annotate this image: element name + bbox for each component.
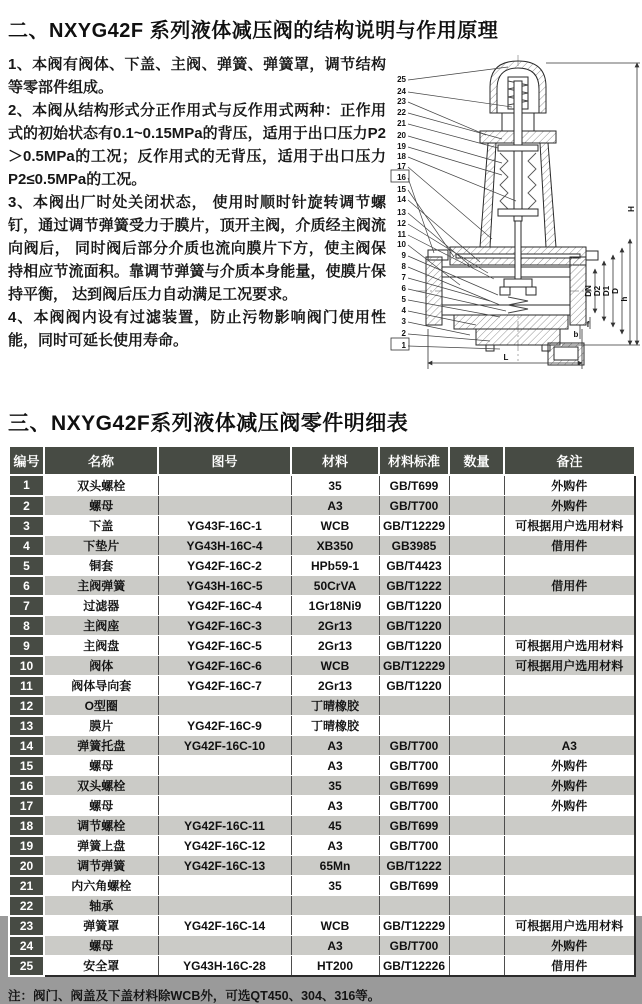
drawing-number-cell [158,696,291,716]
part-number-cell: 23 [9,916,44,936]
quantity-cell [449,696,504,716]
valve-geometry [426,61,598,365]
part-name-cell: 弹簧托盘 [44,736,158,756]
diagram-callout: 24 [397,87,406,96]
drawing-number-cell [158,776,291,796]
quantity-cell [449,736,504,756]
part-name-cell: 主阀盘 [44,636,158,656]
diagram-callout: 11 [397,230,406,239]
part-name-cell: 安全罩 [44,956,158,977]
remark-cell [504,676,635,696]
drawing-number-cell [158,876,291,896]
table-row [9,696,635,716]
diagram-callout: 17 [397,162,406,171]
drawing-number-cell: YG42F-16C-6 [158,656,291,676]
paragraph-1: 1、本阀有阀体、下盖、主阀、弹簧、弹簧罩，调节结构等零部件组成。 [8,56,386,96]
material-cell: 2Gr13 [291,676,379,696]
part-name-cell: O型圈 [44,696,158,716]
material-standard-cell: GB/T1220 [379,596,449,616]
part-name-cell: 下盖 [44,516,158,536]
remark-cell: 外购件 [504,756,635,776]
material-cell: 65Mn [291,856,379,876]
paragraph-3: 3、本阀出厂时处关闭状态， 使用时顺时针旋转调节螺钉，通过调节弹簧受力于膜片，顶开主阀，介质经主阀流向阀后， 同时阀后部分介质也流向膜片下方，使主阀保持相应节流面积。靠调节弹簧与介质本身能量，使膜片保持平衡， 达到阀后压力自动满足工况要求。 [8,194,386,303]
drawing-number-cell: YG43H-16C-5 [158,576,291,596]
table-row [9,475,635,496]
quantity-cell [449,936,504,956]
material-cell: A3 [291,796,379,816]
diagram-callout: 10 [397,240,406,249]
dimension-label: b [573,330,579,339]
material-cell: 35 [291,776,379,796]
diagram-callout: 9 [401,251,406,260]
drawing-number-cell: YG42F-16C-4 [158,596,291,616]
part-name-cell: 轴承 [44,896,158,916]
drawing-number-cell: YG42F-16C-3 [158,616,291,636]
part-number-cell: 17 [9,796,44,816]
quantity-cell [449,536,504,556]
quantity-cell [449,816,504,836]
part-name-cell: 弹簧罩 [44,916,158,936]
drawing-number-cell [158,475,291,496]
table-row [9,676,635,696]
quantity-cell [449,856,504,876]
remark-cell: 可根据用户选用材料 [504,516,635,536]
material-cell: HPb59-1 [291,556,379,576]
callout-leader-line [408,113,502,139]
diagram-callout: 2 [401,329,406,338]
material-standard-cell: GB/T700 [379,936,449,956]
drawing-number-cell: YG42F-16C-2 [158,556,291,576]
remark-cell [504,816,635,836]
table-row [9,516,635,536]
table-row [9,776,635,796]
section3-title: 三、NXYG42F系列液体减压阀零件明细表 [8,412,409,435]
part-number-cell: 13 [9,716,44,736]
remark-cell: A3 [504,736,635,756]
material-cell: 2Gr13 [291,636,379,656]
material-cell: 35 [291,876,379,896]
drawing-number-cell [158,496,291,516]
part-name-cell: 铜套 [44,556,158,576]
part-number-cell: 14 [9,736,44,756]
part-number-cell: 11 [9,676,44,696]
remark-cell: 借用件 [504,536,635,556]
diagram-callout: 6 [401,284,406,293]
material-standard-cell: GB/T700 [379,836,449,856]
part-number-cell: 6 [9,576,44,596]
column-header: 材料标准 [379,446,449,475]
part-number-cell: 4 [9,536,44,556]
quantity-cell [449,475,504,496]
table-row [9,656,635,676]
part-number-cell: 1 [9,475,44,496]
diagram-callout: 13 [397,208,406,217]
material-standard-cell: GB/T12229 [379,656,449,676]
material-standard-cell: GB/T1222 [379,856,449,876]
material-cell: WCB [291,656,379,676]
diagram-callout: 20 [397,131,406,140]
diagram-callout: 8 [401,262,406,271]
part-name-cell: 螺母 [44,756,158,776]
table-row [9,816,635,836]
quantity-cell [449,776,504,796]
table-row [9,556,635,576]
remark-cell [504,716,635,736]
material-cell: 35 [291,475,379,496]
material-standard-cell: GB/T1220 [379,636,449,656]
table-row [9,876,635,896]
valve-cross-section-drawing [390,51,642,397]
material-cell: 45 [291,816,379,836]
part-name-cell: 螺母 [44,496,158,516]
table-row [9,576,635,596]
content-row [0,51,642,397]
part-number-cell: 25 [9,956,44,977]
material-cell: WCB [291,516,379,536]
drawing-number-cell: YG42F-16C-14 [158,916,291,936]
quantity-cell [449,616,504,636]
table-row [9,896,635,916]
material-standard-cell: GB/T700 [379,496,449,516]
quantity-cell [449,496,504,516]
part-name-cell: 阀体导向套 [44,676,158,696]
drawing-number-cell: YG42F-16C-13 [158,856,291,876]
description-text [0,51,390,352]
diagram-callout: 4 [401,306,406,315]
quantity-cell [449,716,504,736]
dimension-label: D2 [593,285,602,297]
callout-leader-line [408,167,492,239]
table-row [9,596,635,616]
part-number-cell: 10 [9,656,44,676]
material-standard-cell: GB/T12229 [379,916,449,936]
quantity-cell [449,516,504,536]
part-number-cell: 19 [9,836,44,856]
material-cell [291,896,379,916]
table-row [9,856,635,876]
material-cell: A3 [291,936,379,956]
footnote: 注：阀门、阀盖及下盖材料除WCB外，可选QT450、304、316等。 [8,989,381,1003]
material-standard-cell: GB/T12229 [379,516,449,536]
material-standard-cell [379,696,449,716]
part-name-cell: 弹簧上盘 [44,836,158,856]
remark-cell: 借用件 [504,576,635,596]
material-cell: HT200 [291,956,379,977]
quantity-cell [449,596,504,616]
remark-cell: 外购件 [504,496,635,516]
part-number-cell: 18 [9,816,44,836]
material-cell: A3 [291,756,379,776]
material-cell: 丁晴橡胶 [291,696,379,716]
part-number-cell: 21 [9,876,44,896]
table-row [9,756,635,776]
column-header: 数量 [449,446,504,475]
diagram-callout: 12 [397,219,406,228]
quantity-cell [449,796,504,816]
drawing-number-cell: YG43F-16C-1 [158,516,291,536]
part-number-cell: 9 [9,636,44,656]
diagram-callout: 18 [397,152,406,161]
part-name-cell: 主阀弹簧 [44,576,158,596]
part-name-cell: 调节螺栓 [44,816,158,836]
drawing-number-cell: YG42F-16C-5 [158,636,291,656]
column-header: 图号 [158,446,291,475]
quantity-cell [449,836,504,856]
table-row [9,716,635,736]
material-cell: 丁晴橡胶 [291,716,379,736]
part-number-cell: 3 [9,516,44,536]
table-row [9,496,635,516]
material-standard-cell [379,896,449,916]
drawing-number-cell [158,796,291,816]
material-standard-cell [379,716,449,736]
remark-cell [504,896,635,916]
remark-cell: 借用件 [504,956,635,977]
quantity-cell [449,656,504,676]
diagram-callout: 19 [397,142,406,151]
remark-cell: 可根据用户选用材料 [504,916,635,936]
quantity-cell [449,956,504,977]
remark-cell: 外购件 [504,776,635,796]
drawing-number-cell: YG42F-16C-9 [158,716,291,736]
part-number-cell: 7 [9,596,44,616]
remark-cell: 外购件 [504,936,635,956]
diagram-callout: 22 [397,108,406,117]
part-name-cell: 主阀座 [44,616,158,636]
part-name-cell: 调节弹簧 [44,856,158,876]
material-standard-cell: GB/T1222 [379,576,449,596]
material-cell: A3 [291,836,379,856]
part-number-cell: 8 [9,616,44,636]
table-row [9,936,635,956]
drawing-number-cell: YG42F-16C-11 [158,816,291,836]
remark-cell: 外购件 [504,475,635,496]
table-row [9,916,635,936]
column-header: 材料 [291,446,379,475]
dimension-label: h [620,296,629,302]
remark-cell [504,616,635,636]
dimension-label: D [611,288,620,294]
column-header: 名称 [44,446,158,475]
callout-leader-line [408,102,486,135]
diagram-callout: 16 [397,173,406,182]
drawing-number-cell: YG43H-16C-4 [158,536,291,556]
remark-cell [504,696,635,716]
material-cell: A3 [291,496,379,516]
remark-cell: 可根据用户选用材料 [504,656,635,676]
material-standard-cell: GB/T700 [379,756,449,776]
material-standard-cell: GB/T700 [379,796,449,816]
material-cell: 1Gr18Ni9 [291,596,379,616]
part-name-cell: 下垫片 [44,536,158,556]
dimension-label: f [586,320,590,329]
remark-cell: 外购件 [504,796,635,816]
valve-diagram [390,51,642,397]
table-row [9,616,635,636]
dimension-label: D1 [602,285,611,297]
part-number-cell: 24 [9,936,44,956]
parts-table-body [9,475,635,976]
diagram-callout: 23 [397,97,406,106]
remark-cell: 可根据用户选用材料 [504,636,635,656]
quantity-cell [449,636,504,656]
part-name-cell: 膜片 [44,716,158,736]
quantity-cell [449,896,504,916]
quantity-cell [449,756,504,776]
table-row [9,956,635,977]
material-cell: WCB [291,916,379,936]
material-standard-cell: GB3985 [379,536,449,556]
part-name-cell: 螺母 [44,936,158,956]
table-row [9,836,635,856]
part-name-cell: 双头螺栓 [44,475,158,496]
remark-cell [504,856,635,876]
callout-leader-line [408,157,516,201]
drawing-number-cell [158,756,291,776]
part-number-cell: 12 [9,696,44,716]
material-standard-cell: GB/T1220 [379,676,449,696]
quantity-cell [449,876,504,896]
remark-cell [504,596,635,616]
part-name-cell: 过滤器 [44,596,158,616]
material-standard-cell: GB/T699 [379,816,449,836]
remark-cell [504,836,635,856]
material-standard-cell: GB/T1220 [379,616,449,636]
quantity-cell [449,676,504,696]
material-cell: A3 [291,736,379,756]
dimension-label: H [627,206,636,212]
table-header-row [9,446,635,475]
diagram-callout: 21 [397,119,406,128]
part-number-cell: 2 [9,496,44,516]
paragraph-2: 2、本阀从结构形式分正作用式与反作用式两种：正作用式的初始状态有0.1~0.15MPa的背压，适用于出口压力P2＞0.5MPa的工况；反作用式的无背压，适用于出口压力P2≤0.5MPa的工况。 [8,102,386,188]
diagram-callout: 14 [397,195,406,204]
part-name-cell: 阀体 [44,656,158,676]
material-cell: XB350 [291,536,379,556]
diagram-callout: 3 [401,317,406,326]
dimension-label: DN [584,285,593,297]
part-name-cell: 内六角螺栓 [44,876,158,896]
drawing-number-cell [158,896,291,916]
diagram-callout: 25 [397,75,406,84]
remark-cell [504,876,635,896]
material-standard-cell: GB/T700 [379,736,449,756]
dimension-label: L [503,353,509,362]
material-cell: 50CrVA [291,576,379,596]
paragraph-4: 4、本阀阀内设有过滤装置，防止污物影响阀门使用性能，同时可延长使用寿命。 [8,309,386,349]
table-row [9,536,635,556]
section2-title: 二、NXYG42F 系列液体减压阀的结构说明与作用原理 [8,20,499,42]
drawing-number-cell: YG42F-16C-12 [158,836,291,856]
diagram-callout: 1 [401,341,406,350]
drawing-number-cell: YG42F-16C-7 [158,676,291,696]
column-header: 备注 [504,446,635,475]
part-number-cell: 16 [9,776,44,796]
quantity-cell [449,576,504,596]
material-cell: 2Gr13 [291,616,379,636]
callout-box [391,338,409,350]
table-row [9,736,635,756]
drawing-number-cell [158,936,291,956]
diagram-callout: 15 [397,185,406,194]
quantity-cell [449,556,504,576]
part-name-cell: 螺母 [44,796,158,816]
material-standard-cell: GB/T699 [379,876,449,896]
column-header: 编号 [9,446,44,475]
part-number-cell: 5 [9,556,44,576]
part-name-cell: 双头螺栓 [44,776,158,796]
diagram-callout: 5 [401,295,406,304]
part-number-cell: 22 [9,896,44,916]
material-standard-cell: GB/T699 [379,475,449,496]
diagram-callout: 7 [401,273,406,282]
material-standard-cell: GB/T12226 [379,956,449,977]
parts-table [8,445,636,977]
drawing-number-cell: YG43H-16C-28 [158,956,291,977]
drawing-number-cell: YG42F-16C-10 [158,736,291,756]
quantity-cell [449,916,504,936]
material-standard-cell: GB/T699 [379,776,449,796]
part-number-cell: 15 [9,756,44,776]
table-row [9,796,635,816]
material-standard-cell: GB/T4423 [379,556,449,576]
part-number-cell: 20 [9,856,44,876]
table-row [9,636,635,656]
remark-cell [504,556,635,576]
